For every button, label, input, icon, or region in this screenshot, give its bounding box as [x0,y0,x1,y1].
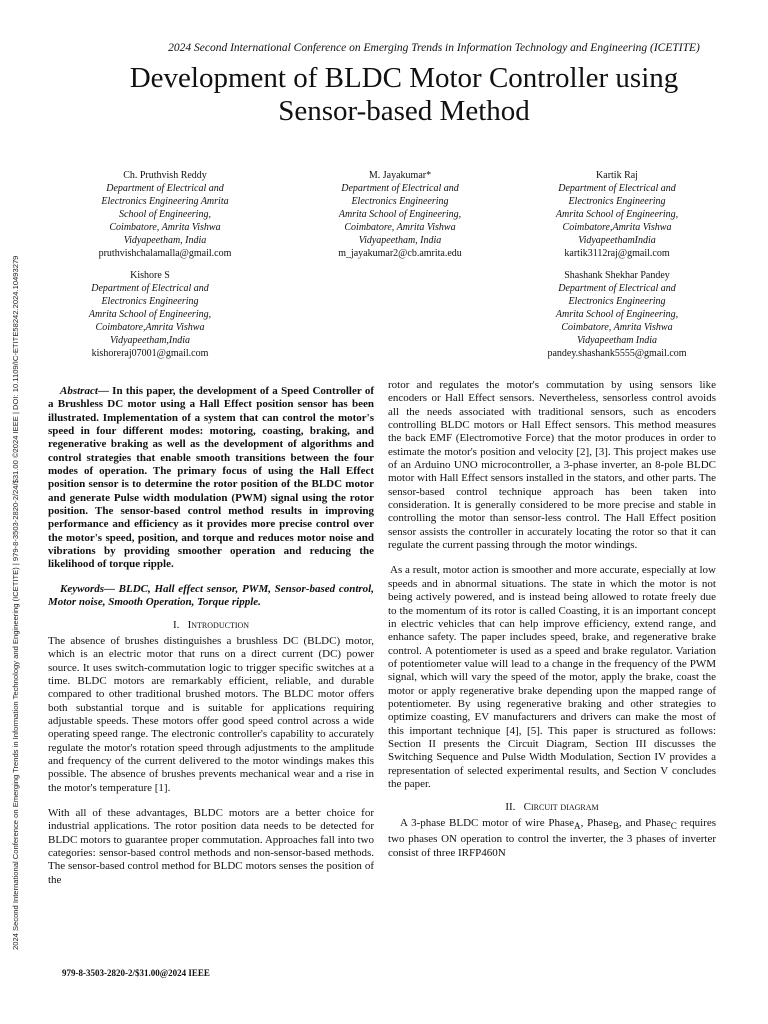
paper-title [60,62,748,128]
author-dept-line: Vidyapeetham, India [358,235,442,246]
sidebar-doi [11,255,25,964]
author-dept-line: Coimbatore, Amrita Vishwa [561,322,673,333]
author-dept-line: Department of Electrical and [106,183,224,194]
abstract [48,385,374,572]
author-dept-line: Amrita School of Engineering, [338,209,462,220]
author-dept-line: Coimbatore,Amrita Vishwa [95,322,205,333]
intro-paragraph-1: The absence of brushes distinguishes a brushless DC (BLDC) motor, which is an electric motor that runs on a direct current (DC) power source. It uses switch-commutation logic to trigger specific switches at a time. BLDC motors are remarkably efficient, reliable, and durable compared to other traditional brushed motors. The BLDC motor offers both substantial torque and is suitable for applications requiring adjustable speeds. These motors offer good speed control across a wide operating speed range. The electronic controller's capability to accurately regulate the motor's rotation speed through adjustments to the amplitude and frequency of the current delivered to the motor windings makes this possible. The absence of brushes prevents mechanical wear and a rise in the motor's temperature [1]. [48,634,374,794]
abstract-text: — In this paper, the development of a Speed Controller of a Brushless DC motor using a Hall Effect position sensor has been illustrated. Implementation of a system that can control the motor's speed in four different modes: motoring, coasting, braking, and regenerative braking as well as the development of algorithms and control strategies that enable smooth transitions between the four modes of operation. The primary focus of using the Hall Effect position sensor is to determine the rotor position of the BLDC motor and generate Pulse width modulation (PWM) signal using the rotor position. The sensor-based control method results in improving performance and efficiency as it provides more precise control over the motor's speed, position, and torque and reduces motor noise and vibrations by providing smoother operation and reducing the likelihood of torque ripple. [48,385,374,571]
author-email[interactable]: pruthvishchalamalla@gmail.com [98,248,232,259]
author-email[interactable]: kishoreraj07001@gmail.com [91,348,209,359]
text-run: A 3-phase BLDC motor of wire Phase [400,816,575,829]
title-line-1: Development of BLDC Motor Controller using [129,62,679,94]
author-dept-line: Coimbatore, Amrita Vishwa [109,222,221,233]
author-name: Ch. Pruthvish Reddy [123,170,207,181]
right-paragraph-1: rotor and regulates the motor's commutation by using sensors like encoders or Hall Effect sensors. Nevertheless, sensorless control avoids all the needs associated with traditional sensors, such as encoders controlling BLDC motors or Hall Effect sensors. This method measures the back EMF (Electromotive Force) that the motor produces in order to estimate the motor's position and velocity [2], [3]. This project makes use of an Arduino UNO microcontroller, a 3-phase inverter, an 8-pole BLDC motor with Hall Effect sensors installed in the stators, and other parts. The sensor-based control technique approach has been taken into consideration. It is generally considered to be more precise and stable in controlling the motor than sensor-less control. The Hall Effect position sensor assists the controller in accurately locating the rotor so that it can regulate the current passing through the motor windings. [388,379,716,552]
text-run: , Phase [580,816,613,829]
conference-header: 2024 Second International Conference on Emerging Trends in Information Technology and Engineering (ICETITE) [168,42,700,54]
author-block-4 [55,269,245,360]
right-paragraph-2: As a result, motor action is smoother and more accurate, especially at low speeds and in abnormal situations. The state in which the motor is not being actively powered, and is instead being allowed to rotate freely due to the momentum of its rotor is called Coasting, it is an important concept in electric vehicles that can help improve efficiency, extend range, and enhance safety. The paper includes speed, brake, and regenerative brake control. A potentiometer is used as a speed and brake regulator. Variation of potentiometer value will lead to a change in the frequency of the PWM signal, which will vary the speed of the motor, apply the brake, coast the motor or apply regenerative brake depending upon the mapped range of potentiometer. By using regenerative braking and other strategies to optimize coasting, EV manufacturers and drivers can make the most of this important technique [4], [5]. This paper is structured as follows: Section II presents the Circuit Diagram, Section III discusses the Switching Sequence and Pulse Width Modulation, Section IV provides a representation of selected experimental results, and Section V concludes the paper. [388,564,716,790]
section-number: I. [172,618,180,631]
section-number: II. [505,801,516,814]
subscript: A [574,820,581,831]
author-dept-line: Electronics Engineering [568,296,666,307]
author-email[interactable]: m_jayakumar2@cb.amrita.edu [338,248,462,259]
author-dept-line: Coimbatore,Amrita Vishwa [562,222,672,233]
author-dept-line: Department of Electrical and [341,183,459,194]
author-email[interactable]: kartik3112raj@gmail.com [564,248,670,259]
section-heading-circuit-diagram [388,801,716,814]
subscript: B [612,820,619,831]
section-title: Circuit diagram [523,801,599,814]
author-dept-line: Department of Electrical and [558,283,676,294]
author-dept-line: School of Engineering, [119,209,211,220]
author-name: Shashank Shekhar Pandey [564,270,670,281]
section-heading-introduction [48,619,374,632]
section-title: Introduction [187,618,250,631]
author-dept-line: Electronics Engineering [351,196,449,207]
intro-paragraph-2: With all of these advantages, BLDC motors are a better choice for industrial applications. The rotor position data needs to be detected for BLDC motors to guarantee proper commutation. Approaches fall into two categories: sensor-based control methods and non-sensor-based methods. The sensor-based control method for BLDC motors senses the position of the [48,806,374,886]
author-dept-line: Amrita School of Engineering, [555,309,679,320]
abstract-label: Abstract [60,385,98,397]
footer-copyright: 979-8-3503-2820-2/$31.00@2024 IEEE [62,968,210,978]
sidebar-text: 2024 Second International Conference on Emerging Trends in Information Technology and Engineering (ICETITE) | 979-8-3503-2820-2/24/$31.00 ©2024 IEEE | DOI: 10.1109/IC-ETITE58242.2024.10493279 [11,255,20,950]
text-run: requires two phases ON operation to control the inverter, the 3 phases of inverter consist of three IRFP460N [388,816,717,859]
author-name: M. Jayakumar* [368,170,432,181]
author-block-2 [305,169,495,260]
author-dept-line: Vidyapeetham India [576,335,658,346]
left-column [48,385,374,887]
author-dept-line: Department of Electrical and [558,183,676,194]
author-dept-line: Vidyapeetham, India [123,235,207,246]
author-dept-line: Electronics Engineering [568,196,666,207]
title-line-2: Sensor-based Method [278,95,530,127]
subscript: C [670,820,677,831]
text-run: , and Phase [618,816,671,829]
right-paragraph-3 [388,817,716,860]
author-dept-line: Coimbatore, Amrita Vishwa [344,222,456,233]
author-dept-line: Amrita School of Engineering, [88,309,212,320]
author-dept-line: Amrita School of Engineering, [555,209,679,220]
keywords: Keywords— BLDC, Hall effect sensor, PWM, Sensor-based control, Motor noise, Smooth Operation, Torque ripple. [48,582,374,609]
author-dept-line: VidyapeethamIndia [578,235,656,246]
author-name: Kishore S [130,270,170,281]
author-dept-line: Vidyapeetham,India [109,335,191,346]
author-block-3 [522,169,712,260]
author-email[interactable]: pandey.shashank5555@gmail.com [547,348,687,359]
author-dept-line: Department of Electrical and [91,283,209,294]
author-dept-line: Electronics Engineering Amrita [101,196,229,207]
author-block-1 [70,169,260,260]
right-column [388,379,716,860]
author-name: Kartik Raj [596,170,638,181]
author-dept-line: Electronics Engineering [101,296,199,307]
author-block-5 [517,269,717,360]
